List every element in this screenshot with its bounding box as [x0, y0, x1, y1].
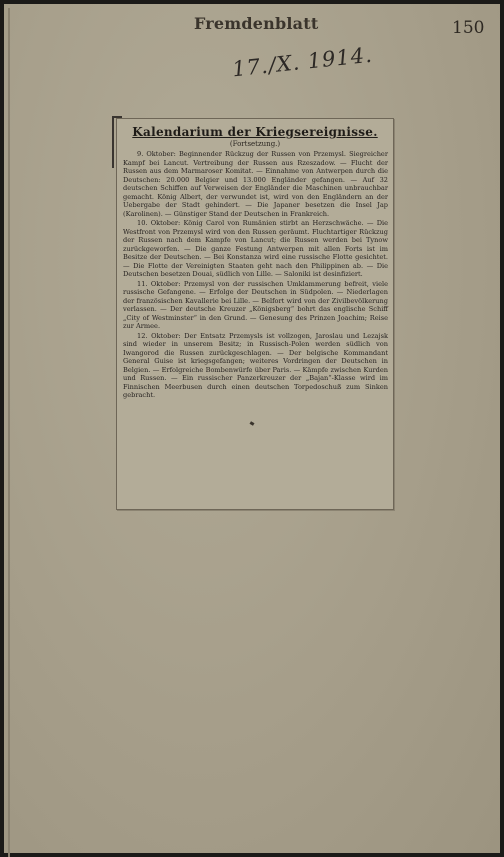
archive-page [4, 4, 500, 853]
clipping-title: Kalendarium der Kriegsereignisse. [132, 125, 378, 139]
page-number: 150 [452, 18, 485, 38]
clipping-subtitle: (Fortsetzung.) [229, 140, 281, 148]
page-edge [8, 8, 10, 857]
entry-october-11: 11. Oktober: Przemysl von der russischen Umklammerung befreit, viele russische Gefangene. — Erfolge der Deutschen in Südpolen. — Niederlagen der französischen Kavallerie bei Lille. — Belfort wird von der Zivilbevölkerung verlassen. — Der deutsche Kreuzer „Königsberg“ bohrt das englische Schiff „City of Westminster“ in den Grund. — Genesung des Prinzen Joachim; Reise zur Armee. [123, 279, 388, 330]
newspaper-title: Fremdenblatt [194, 14, 319, 33]
entry-october-12: 12. Oktober: Der Entsatz Przemysls ist vollzogen, Jaroslau und Lezajsk sind wieder in unserem Besitz; in Russisch-Polen werden südlich von Iwangorod die Russen zurückgeschlagen. — Der belgische Kommandant General Guise ist kriegsgefangen; weiteres Vordringen der Deutschen in Belgien. — Erfolgreiche Bombenwürfe über Paris. — Kämpfe zwischen Kurden und Russen. — Ein russischer Panzerkreuzer der „Bajan“-Klasse wird im Finnischen Meerbusen durch einen deutschen Torpedoschuß zum Sinken gebracht. [123, 331, 388, 399]
clipping-body [117, 150, 393, 400]
entry-october-9: 9. Oktober: Beginnender Rückzug der Russen von Przemysl. Siegreicher Kampf bei Lancut. Vertreibung der Russen aus Rzeszadow. — Flucht der Russen aus dem Marmaroser Komitat. — Einnahme von Antwerpen durch die Deutschen: 20.000 Belgier und 13.000 Engländer gefangen. — Auf 32 deutschen Schiffen auf Verweisen der Engländer die Maschinen unbrauchbar gemacht. König Albert, der verwundet ist, wird von den Engländern an der Uebergabe der Stadt gehindert. — Die Japaner besetzen die Insel Jap (Karolinen). — Günstiger Stand der Deutschen in Frankreich. [123, 150, 388, 218]
handwritten-date: 17./X. 1914. [231, 42, 374, 82]
newspaper-clipping [116, 118, 394, 510]
entry-october-10: 10. Oktober: König Carol von Rumänien stirbt an Herzschwäche. — Die Westfront von Przemysl wird von den Russen geräumt. Fluchtartiger Rückzug der Russen nach dem Kampfe von Lancut; die Russen werden bei Tynow zurückgeworfen. — Die ganze Festung Antwerpen mit allen Forts ist im Besitze der Deutschen. — Bei Konstanza wird eine russische Flotte gesichtet. — Die Flotte der Vereinigten Staaten geht nach den Philippinen ab. — Die Deutschen besetzen Douai, südlich von Lille. — Saloniki ist desinfiziert. [123, 219, 388, 278]
